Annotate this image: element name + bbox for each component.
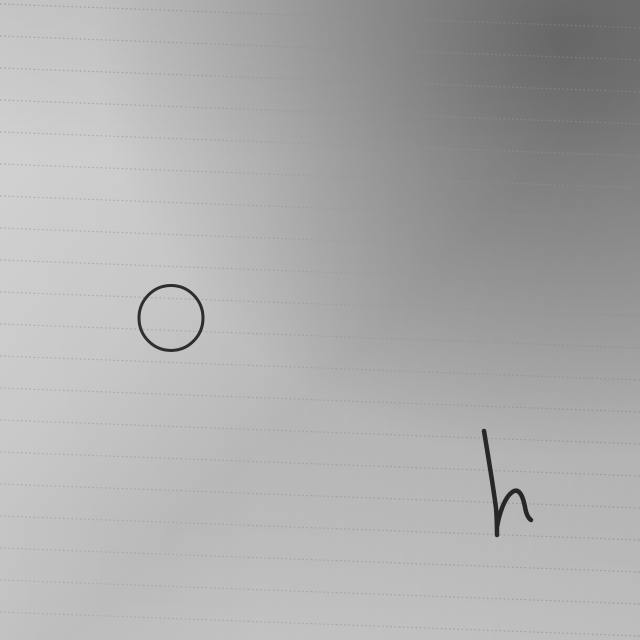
hand-drawn-circle <box>139 286 203 351</box>
handwritten-letter-h <box>484 431 531 535</box>
